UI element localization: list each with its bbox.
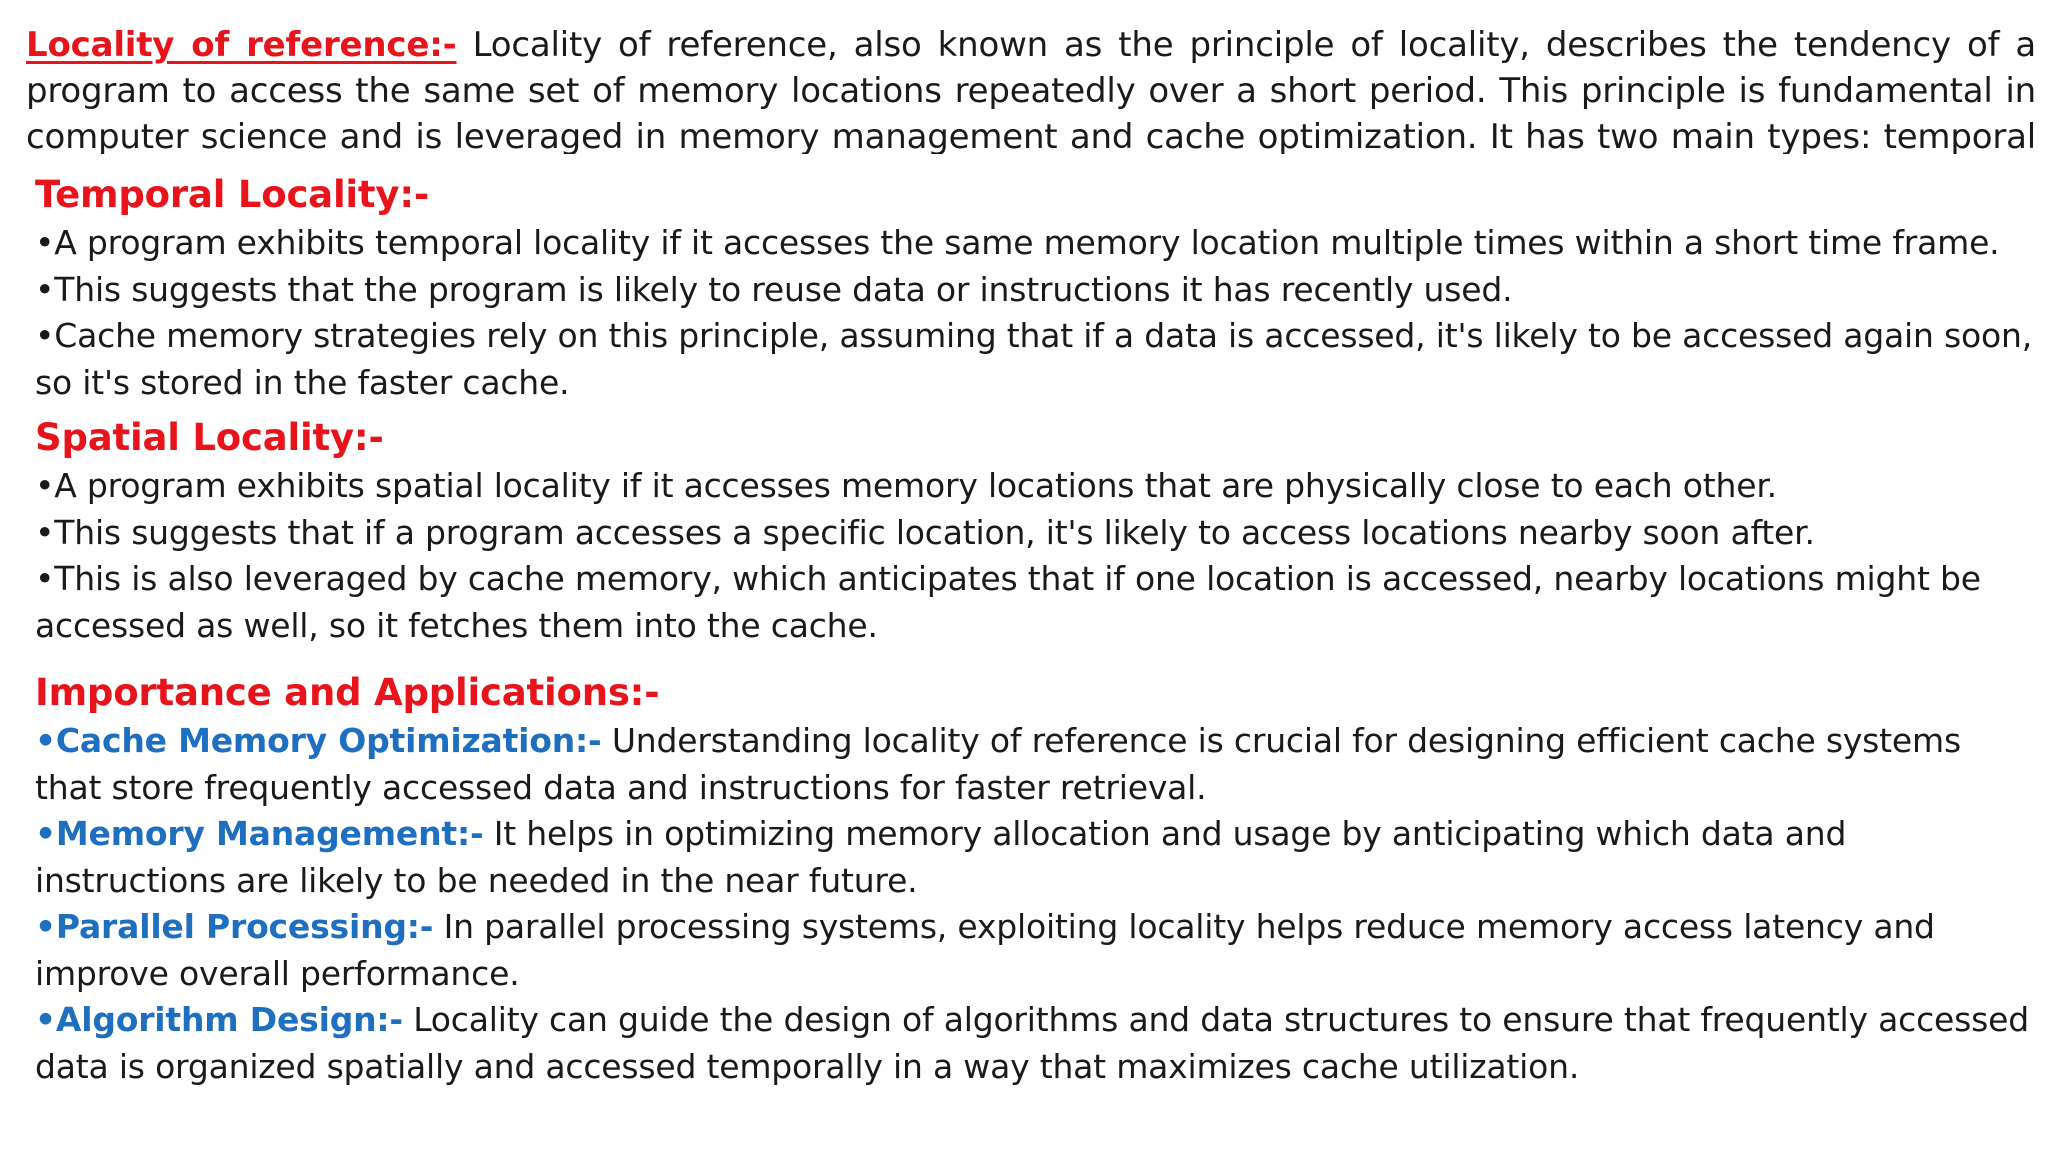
application-item-text: In parallel processing systems, exploiting locality helps reduce memory access latency and improve overall performance. — [35, 907, 1935, 993]
application-item-name: •Parallel Processing:- — [35, 907, 434, 946]
temporal-locality-section — [35, 170, 2035, 406]
intro-title: Locality of reference:- — [26, 25, 457, 65]
application-item-name: •Cache Memory Optimization:- — [35, 721, 602, 760]
intro-text: Locality of reference, also known as the principle of locality, describes the tendency of a program to access the same set of memory locations repeatedly over a short period. This principle is fundamental in computer science and is leveraged in memory management and cache optimization. It has two main types: temporal — [26, 25, 2036, 154]
application-item — [35, 811, 2035, 904]
spatial-bullet-1: •A program exhibits spatial locality if it accesses memory locations that are physically close to each other. — [35, 466, 1777, 505]
temporal-locality-heading: Temporal Locality:- — [35, 173, 430, 216]
application-item-name: •Memory Management:- — [35, 814, 484, 853]
spatial-locality-section — [35, 413, 2035, 649]
application-item-text: It helps in optimizing memory allocation and usage by anticipating which data and instructions are likely to be needed in the near future. — [35, 814, 1847, 900]
spatial-bullet-2: •This suggests that if a program accesses a specific location, it's likely to access locations nearby soon after. — [35, 512, 1815, 552]
application-item — [35, 997, 2035, 1090]
applications-heading: Importance and Applications:- — [35, 671, 660, 714]
temporal-bullet-3: •Cache memory strategies rely on this principle, assuming that if a data is accessed, it's likely to be accessed again soon, so it's stored in the faster cache. — [35, 316, 2032, 402]
application-item — [35, 718, 2035, 811]
temporal-bullet-2: •This suggests that the program is likely to reuse data or instructions it has recently used. — [35, 269, 1513, 309]
intro-paragraph — [26, 22, 2036, 154]
spatial-locality-heading: Spatial Locality:- — [35, 416, 384, 459]
spatial-bullet-3: •This is also leveraged by cache memory, which anticipates that if one location is accessed, nearby locations might be accessed as well, so it fetches them into the cache. — [35, 559, 1981, 645]
application-item-text: Locality can guide the design of algorithms and data structures to ensure that frequently accessed data is organized spatially and accessed temporally in a way that maximizes cache utilization. — [35, 1000, 2029, 1086]
applications-section — [35, 668, 2035, 1090]
application-item-name: •Algorithm Design:- — [35, 1000, 403, 1039]
application-item — [35, 904, 2035, 997]
temporal-bullet-1: •A program exhibits temporal locality if it accesses the same memory location multiple times within a short time frame. — [35, 223, 2000, 262]
application-item-text: Understanding locality of reference is crucial for designing efficient cache systems that store frequently accessed data and instructions for faster retrieval. — [35, 721, 1961, 807]
